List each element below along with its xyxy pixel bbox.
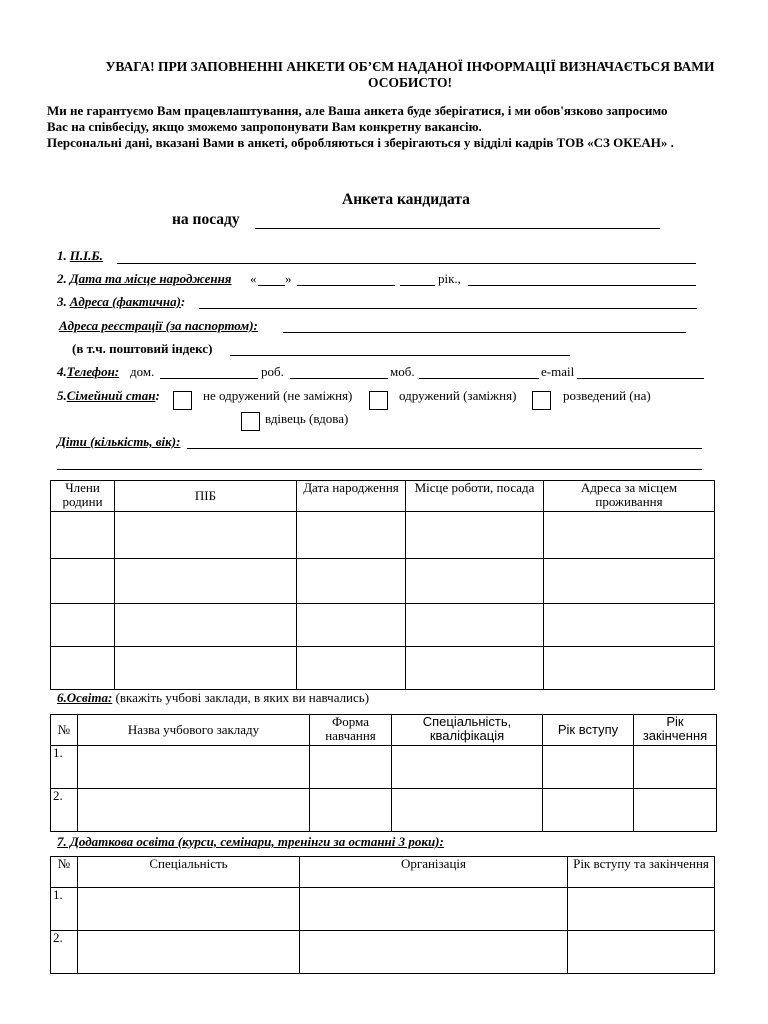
table-cell[interactable] — [392, 789, 543, 832]
table-cell[interactable] — [406, 512, 544, 559]
table-row — [51, 559, 715, 604]
table-row — [51, 647, 715, 690]
address-number: 3. — [57, 294, 67, 309]
address-row — [57, 294, 185, 310]
table-cell[interactable] — [300, 888, 568, 931]
position-input-line[interactable] — [255, 228, 660, 229]
phone-work-line[interactable] — [290, 378, 388, 379]
table-cell[interactable] — [310, 789, 392, 832]
family-col-address: Адреса за місцем проживання — [544, 481, 715, 512]
phone-home-line[interactable] — [160, 378, 258, 379]
intro-line-2: Вас на співбесіду, якщо зможемо запропонувати Вам конкретну вакансію. — [47, 119, 482, 134]
table-cell[interactable] — [544, 512, 715, 559]
email-label: e-mail — [541, 364, 575, 379]
family-members-table — [50, 480, 715, 690]
widowed-label: вдівець (вдова) — [265, 411, 349, 426]
family-col-members: Члени родини — [51, 481, 115, 512]
table-cell[interactable] — [544, 647, 715, 690]
birth-close-quote: » — [285, 271, 292, 286]
postal-input-line[interactable] — [230, 355, 570, 356]
address-input-line[interactable] — [199, 308, 697, 309]
education-heading — [57, 690, 369, 706]
intro-line-1: Ми не гарантуємо Вам працевлаштування, але Ваша анкета буде зберігатися, і ми обов'язково запросимо — [47, 103, 668, 118]
family-col-name: ПІБ — [115, 481, 297, 512]
birth-label: Дата та місце народження — [69, 271, 232, 286]
table-cell[interactable] — [297, 512, 406, 559]
table-cell[interactable] — [115, 559, 297, 604]
table-row — [51, 888, 715, 931]
pib-number: 1. — [57, 248, 67, 263]
phone-home-label: дом. — [130, 364, 155, 379]
intro-text — [47, 103, 674, 151]
family-status-colon: : — [155, 388, 160, 403]
table-cell[interactable] — [51, 559, 115, 604]
phone-label: Телефон: — [66, 364, 120, 379]
table-cell[interactable] — [297, 604, 406, 647]
unmarried-checkbox[interactable] — [173, 391, 192, 410]
pib-row — [57, 248, 103, 264]
additional-col-number: № — [51, 857, 78, 888]
birth-month-line[interactable] — [297, 285, 395, 286]
table-cell[interactable] — [543, 789, 634, 832]
birth-number: 2. — [57, 271, 67, 286]
notice-line-2: ОСОБИСТО! — [368, 75, 452, 90]
table-cell[interactable] — [568, 931, 715, 974]
additional-table-header — [51, 857, 715, 888]
family-status-number: 5. — [57, 388, 67, 403]
table-cell[interactable] — [51, 647, 115, 690]
registration-label: Адреса реєстрації (за паспортом): — [59, 318, 258, 333]
table-cell[interactable] — [543, 746, 634, 789]
pib-input-line[interactable] — [117, 263, 696, 264]
table-cell[interactable] — [310, 746, 392, 789]
table-cell[interactable] — [406, 604, 544, 647]
table-cell[interactable] — [406, 647, 544, 690]
table-row — [51, 746, 717, 789]
table-cell[interactable] — [300, 931, 568, 974]
family-table-header — [51, 481, 715, 512]
education-col-form: Форма навчання — [310, 715, 392, 746]
position-label: на посаду — [172, 211, 240, 228]
additional-col-years: Рік вступу та закінчення — [568, 857, 715, 888]
table-cell[interactable] — [544, 559, 715, 604]
registration-input-line[interactable] — [283, 332, 686, 333]
widowed-checkbox[interactable] — [241, 412, 260, 431]
family-status-label: Сімейний стан — [66, 388, 156, 403]
education-col-end-year: Рік закінчення — [634, 715, 717, 746]
unmarried-label: не одружений (не заміжня) — [203, 388, 353, 403]
birth-year-label: рік., — [438, 271, 461, 286]
postal-label: (в т.ч. поштовий індекс) — [72, 341, 213, 356]
table-cell[interactable] — [115, 604, 297, 647]
table-cell[interactable] — [78, 931, 300, 974]
additional-col-organization: Організація — [300, 857, 568, 888]
table-cell[interactable] — [51, 604, 115, 647]
row-number: 1. — [51, 746, 78, 789]
table-cell[interactable] — [634, 746, 717, 789]
additional-education-table — [50, 856, 715, 974]
row-number: 1. — [51, 888, 78, 931]
birth-day-line[interactable] — [258, 285, 285, 286]
additional-col-specialty: Спеціальність — [78, 857, 300, 888]
table-row — [51, 789, 717, 832]
table-cell[interactable] — [78, 888, 300, 931]
address-label: Адреса (фактична) — [69, 294, 181, 309]
birth-row — [57, 271, 232, 287]
birth-place-line[interactable] — [468, 285, 696, 286]
education-col-start-year: Рік вступу — [543, 715, 634, 746]
married-checkbox[interactable] — [369, 391, 388, 410]
table-cell[interactable] — [297, 559, 406, 604]
phone-row — [57, 364, 119, 380]
notice-heading — [60, 59, 760, 91]
divorced-checkbox[interactable] — [532, 391, 551, 410]
table-cell[interactable] — [392, 746, 543, 789]
phone-mobile-label: моб. — [390, 364, 415, 379]
table-cell[interactable] — [297, 647, 406, 690]
family-col-workplace: Місце роботи, посада — [406, 481, 544, 512]
pib-label: П.І.Б. — [69, 248, 103, 263]
email-line[interactable] — [577, 378, 704, 379]
address-colon: : — [180, 294, 186, 309]
table-row — [51, 604, 715, 647]
education-hint: (вкажіть учбові заклади, в яких ви навчались) — [115, 690, 370, 705]
table-cell[interactable] — [78, 789, 310, 832]
table-cell[interactable] — [115, 512, 297, 559]
page-title: Анкета кандидата — [342, 191, 470, 208]
birth-year-line[interactable] — [400, 285, 435, 286]
children-input-line[interactable] — [187, 448, 702, 449]
education-table-header — [51, 715, 717, 746]
phone-mobile-line[interactable] — [419, 378, 539, 379]
education-col-number: № — [51, 715, 78, 746]
table-cell[interactable] — [634, 789, 717, 832]
table-cell[interactable] — [78, 746, 310, 789]
family-col-birthdate: Дата народження — [297, 481, 406, 512]
phone-number: 4. — [57, 364, 67, 379]
table-row — [51, 931, 715, 974]
table-row — [51, 512, 715, 559]
table-cell[interactable] — [544, 604, 715, 647]
children-label: Діти (кількість, вік): — [57, 434, 181, 449]
education-col-institution: Назва учбового закладу — [78, 715, 310, 746]
divorced-label: розведений (на) — [563, 388, 651, 403]
phone-work-label: роб. — [261, 364, 284, 379]
family-status-row — [57, 388, 160, 404]
row-number: 2. — [51, 931, 78, 974]
education-col-specialty: Спеціальність, кваліфікація — [392, 715, 543, 746]
table-cell[interactable] — [51, 512, 115, 559]
additional-education-label: 7. Додаткова освіта (курси, семінари, тренінги за останні 3 роки): — [57, 834, 444, 849]
notice-line-1: УВАГА! ПРИ ЗАПОВНЕННІ АНКЕТИ ОБ’ЄМ НАДАНОЇ ІНФОРМАЦІЇ ВИЗНАЧАЄТЬСЯ ВАМИ — [105, 59, 715, 74]
birth-open-quote: « — [250, 271, 257, 286]
education-label: 6.Освіта: — [57, 690, 113, 705]
education-table — [50, 714, 717, 832]
table-cell[interactable] — [568, 888, 715, 931]
married-label: одружений (заміжня) — [399, 388, 517, 403]
children-input-line-2[interactable] — [57, 469, 702, 470]
table-cell[interactable] — [115, 647, 297, 690]
table-cell[interactable] — [406, 559, 544, 604]
intro-line-3: Персональні дані, вказані Вами в анкеті, обробляються і зберігаються у відділі кадрів ТОВ «СЗ ОКЕАН» . — [47, 135, 674, 150]
row-number: 2. — [51, 789, 78, 832]
